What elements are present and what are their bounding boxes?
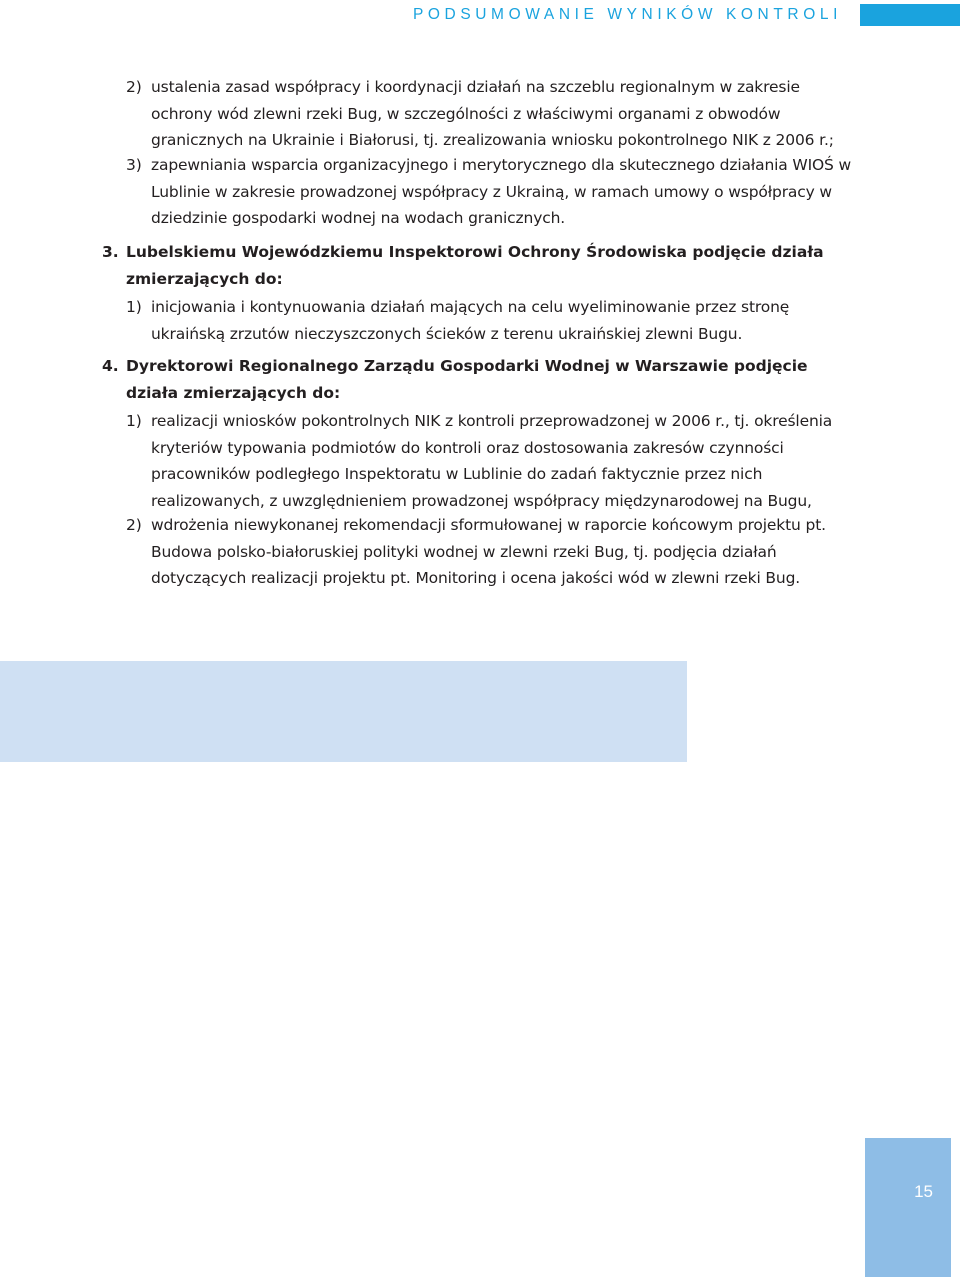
list-item [126,294,856,347]
list-item [126,152,856,232]
section-heading [102,239,854,292]
list-item-number: 2) [126,516,142,534]
section-heading [102,353,854,406]
list-item [126,408,856,514]
list-item-text: wdrożenia niewykonanej rekomendacji sformułowanej w raporcie końcowym projektu pt. Budowa polsko-białoruskiej polityki wodnej w zlewni rzeki Bug, tj. podjęcia działań dotyczących realizacji projektu pt. Monitoring i ocena jakości wód w zlewni rzeki Bug. [151,516,826,587]
page-number: 15 [914,1182,933,1201]
list-item [126,512,856,592]
list-item-number: 1) [126,412,142,430]
list-item-number: 2) [126,78,142,96]
list-item-number: 1) [126,298,142,316]
list-item-text: zapewniania wsparcia organizacyjnego i merytorycznego dla skutecznego działania WIOŚ w Lublinie w zakresie prowadzonej współpracy z Ukrainą, w ramach umowy o współpracy w dziedzinie gospodarki wodnej na wodach granicznych. [151,156,852,227]
section-number: 4. [102,357,119,375]
section-heading-text: Dyrektorowi Regionalnego Zarządu Gospodarki Wodnej w Warszawie podjęcie działa zmierzających do: [126,357,808,402]
list-item-text: inicjowania i kontynuowania działań mających na celu wyeliminowanie przez stronę ukraińską zrzutów nieczyszczonych ścieków z terenu ukraińskiej zlewni Bugu. [151,298,790,343]
header-title: PODSUMOWANIE WYNIKÓW KONTROLI [412,6,842,23]
decorative-panel [0,661,687,762]
page-number-box [865,1138,951,1277]
list-item-text: realizacji wniosków pokontrolnych NIK z kontroli przeprowadzonej w 2006 r., tj. określenia kryteriów typowania podmiotów do kontroli oraz dostosowania zakresów czynności pracowników podległego Inspektoratu w Lublinie do zadań faktycznie przez nich realizowanych, z uwzględnieniem prowadzonej współpracy międzynarodowej na Bugu, [151,412,833,510]
section-heading-text: Lubelskiemu Wojewódzkiemu Inspektorowi Ochrony Środowiska podjęcie działa zmierzających do: [126,243,824,288]
header-accent-block [860,4,960,26]
list-item-text: ustalenia zasad współpracy i koordynacji działań na szczeblu regionalnym w zakresie ochrony wód zlewni rzeki Bug, w szczególności z właściwymi organami z obwodów granicznych na Ukrainie i Białorusi, tj. zrealizowania wniosku pokontrolnego NIK z 2006 r.; [151,78,834,149]
list-item [126,74,856,154]
list-item-number: 3) [126,156,142,174]
section-number: 3. [102,243,119,261]
